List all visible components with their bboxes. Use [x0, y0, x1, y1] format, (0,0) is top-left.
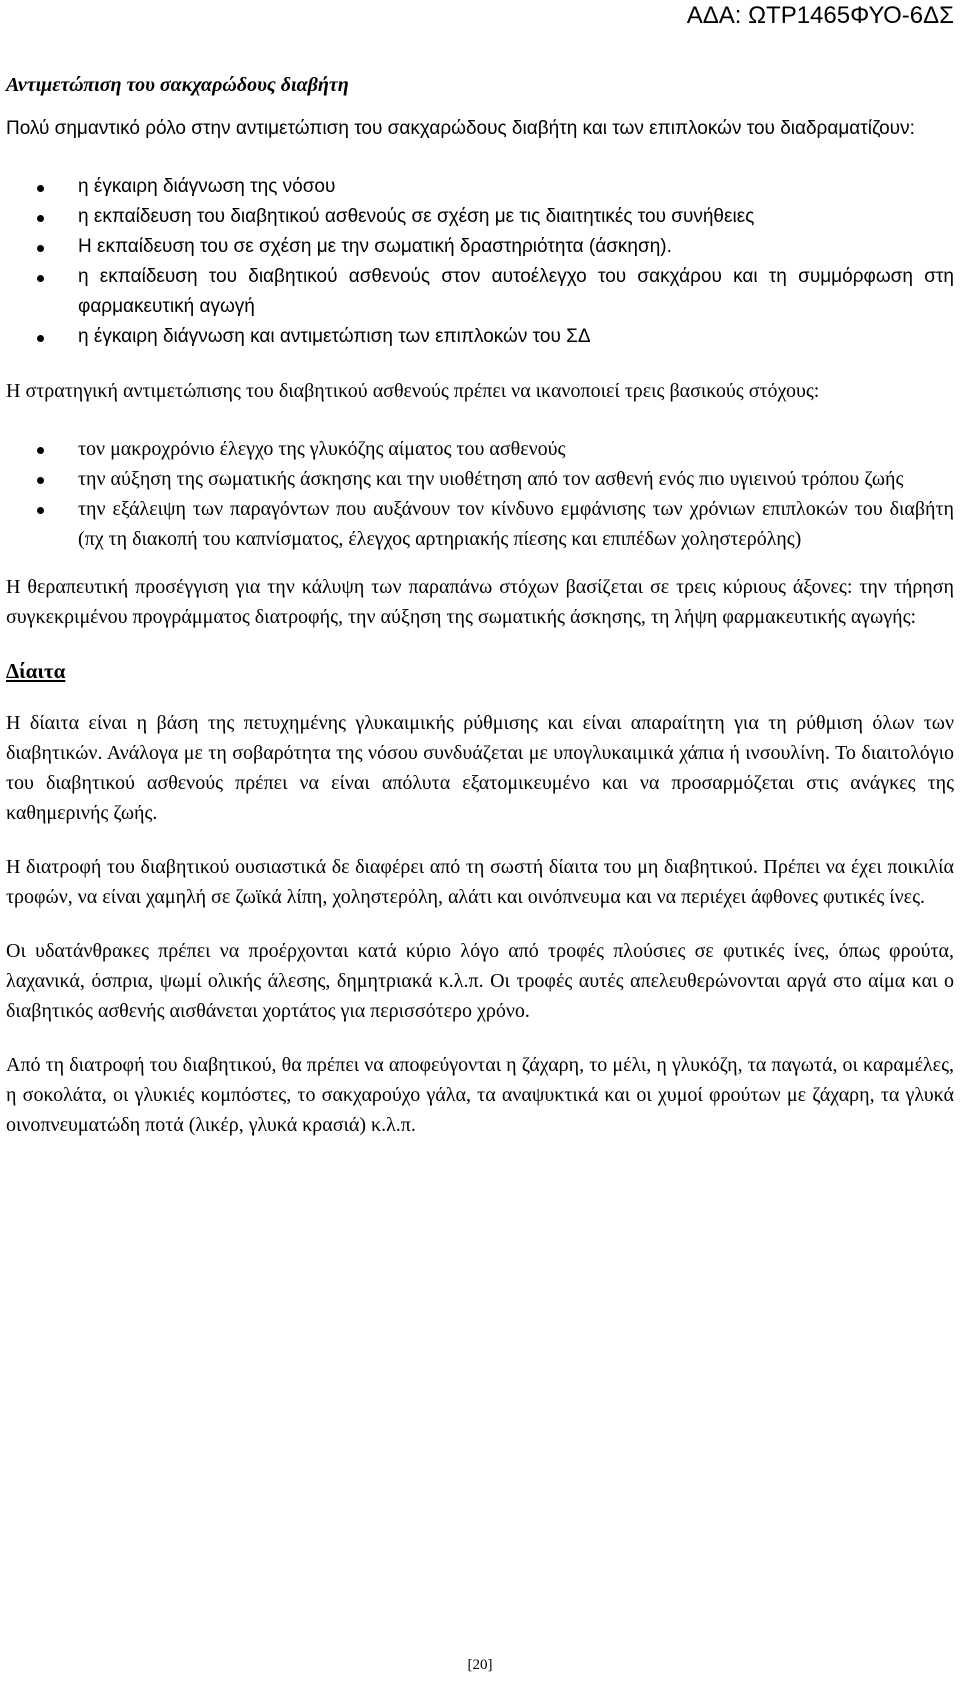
diet-paragraph: Η δίαιτα είναι η βάση της πετυχημένης γλυκαιμικής ρύθμισης και είναι απαραίτητη για τη ρύθμιση όλων των διαβητικών. Ανάλογα με τη σοβαρότητα της νόσου συνδυάζεται με υπογλυκαιμικά χάπια ή ινσουλίνη. Το διαιτολόγιο του διαβητικού ασθενούς πρέπει να είναι απόλυτα εξατομικευμένο και να προσαρμόζεται στις ανάγκες της καθημερινής ζωής.: [6, 712, 954, 824]
diet-paragraph: Η διατροφή του διαβητικού ουσιαστικά δε διαφέρει από τη σωστή δίαιτα του μη διαβητικού. Πρέπει να έχει ποικιλία τροφών, να είναι χαμηλή σε ζωϊκά λίπη, χοληστερόλη, αλάτι και οινόπνευμα και να περιέχει άφθονες φυτικές ίνες.: [6, 856, 954, 908]
list-item: Η εκπαίδευση του σε σχέση με την σωματική δραστηριότητα (άσκηση).: [6, 232, 954, 262]
diet-paragraph: Οι υδατάνθρακες πρέπει να προέρχονται κατά κύριο λόγο από τροφές πλούσιες σε φυτικές ίνες, όπως φρούτα, λαχανικά, όσπρια, ψωμί ολικής άλεσης, δημητριακά κ.λ.π. Οι τροφές αυτές απελευθερώνονται αργά στο αίμα και ο διαβητικός ασθενής αισθάνεται χορτάτος για περισσότερο χρόνο.: [6, 940, 954, 1022]
list-item: η έγκαιρη διάγνωση και αντιμετώπιση των επιπλοκών του ΣΔ: [6, 322, 954, 352]
page-title: Αντιμετώπιση του σακχαρώδους διαβήτη: [6, 74, 349, 96]
goals-list: [6, 434, 954, 554]
intro-paragraph: Πολύ σημαντικό ρόλο στην αντιμετώπιση του σακχαρώδους διαβήτη και των επιπλοκών του διαδραματίζουν:: [6, 118, 915, 139]
document-id: ΑΔΑ: ΩΤΡ1465ΦΥΟ-6ΔΣ: [686, 2, 954, 29]
therapy-paragraph: Η θεραπευτική προσέγγιση για την κάλυψη των παραπάνω στόχων βασίζεται σε τρεις κύριους άξονες: την τήρηση συγκεκριμένου προγράμματος διατροφής, την αύξηση της σωματικής άσκησης, τη λήψη φαρμακευτικής αγωγής:: [6, 576, 954, 628]
list-item: τον μακροχρόνιο έλεγχο της γλυκόζης αίματος του ασθενούς: [6, 434, 954, 464]
list-item: η εκπαίδευση του διαβητικού ασθενούς σε σχέση με τις διαιτητικές του συνήθειες: [6, 202, 954, 232]
list-item: η έγκαιρη διάγνωση της νόσου: [6, 172, 954, 202]
list-item: η εκπαίδευση του διαβητικού ασθενούς στον αυτοέλεγχο του σακχάρου και τη συμμόρφωση στη φαρμακευτική αγωγή: [6, 262, 954, 322]
diet-heading: Δίαιτα: [6, 659, 66, 683]
list-item: την εξάλειψη των παραγόντων που αυξάνουν τον κίνδυνο εμφάνισης των χρόνιων επιπλοκών του διαβήτη (πχ τη διακοπή του καπνίσματος, έλεγχος αρτηριακής πίεσης και επιπέδων χοληστερόλης): [6, 494, 954, 554]
document-body: [6, 70, 954, 1140]
list-item: την αύξηση της σωματικής άσκησης και την υιοθέτηση από τον ασθενή ενός πιο υγιεινού τρόπου ζωής: [6, 464, 954, 494]
strategy-paragraph: Η στρατηγική αντιμετώπισης του διαβητικού ασθενούς πρέπει να ικανοποιεί τρεις βασικούς στόχους:: [6, 380, 820, 402]
diet-paragraph: Από τη διατροφή του διαβητικού, θα πρέπει να αποφεύγονται η ζάχαρη, το μέλι, η γλυκόζη, τα παγωτά, οι καραμέλες, η σοκολάτα, οι γλυκιές κομπόστες, το σακχαρούχο γάλα, τα αναψυκτικά και οι χυμοί φρούτων με ζάχαρη, τα γλυκά οινοπνευματώδη ποτά (λικέρ, γλυκά κρασιά) κ.λ.π.: [6, 1054, 954, 1136]
factors-list: [6, 172, 954, 352]
page-number: [20]: [467, 1657, 493, 1673]
